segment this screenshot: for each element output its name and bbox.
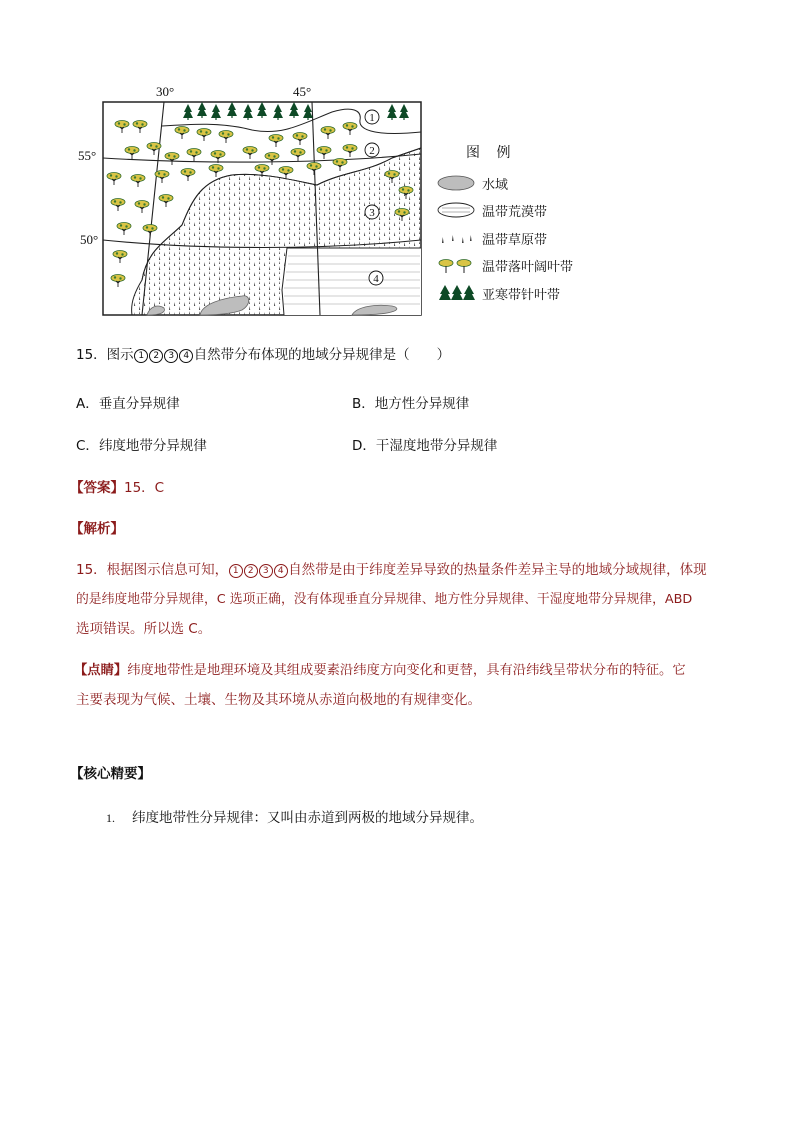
analysis-line-3: 选项错误。所以选 C。 bbox=[76, 621, 212, 637]
conifer-tree-symbol-icon bbox=[436, 283, 478, 303]
map-legend bbox=[436, 142, 636, 312]
lon-label-45: 45° bbox=[293, 84, 312, 99]
legend-item-desert: 温带荒漠带 bbox=[436, 200, 547, 220]
legend-item-conifer: 亚寒带针叶带 bbox=[436, 283, 560, 303]
analysis-line-1: 15．根据图示信息可知， 1 2 3 4 自然带是由于纬度差异导致的热量条件差异主导的地域分域规律，体现 bbox=[76, 562, 707, 578]
option-d[interactable]: D．干湿度地带分异规律 bbox=[352, 438, 498, 454]
answer-line: 【答案】15．C bbox=[70, 480, 165, 496]
water-symbol-icon bbox=[436, 173, 478, 193]
natural-zone-map bbox=[102, 80, 432, 316]
lat-label-55: 55° bbox=[78, 148, 97, 163]
option-b[interactable]: B．地方性分异规律 bbox=[352, 396, 470, 412]
lat-label-50: 50° bbox=[80, 232, 99, 247]
legend-item-grassland: 温带草原带 bbox=[436, 228, 547, 248]
broadleaf-tree-symbol-icon bbox=[436, 255, 478, 275]
question-stem: 15．图示 1 2 3 4 自然带分布体现的地域分异规律是（ ） bbox=[76, 347, 451, 363]
core-heading: 【核心精要】 bbox=[70, 766, 151, 782]
lon-label-30: 30° bbox=[156, 84, 175, 99]
option-c[interactable]: C．纬度地带分异规律 bbox=[76, 438, 207, 454]
core-item-text: 纬度地带性分异规律：又叫由赤道到两极的地域分异规律。 bbox=[132, 810, 483, 826]
grass-symbol-icon bbox=[436, 228, 478, 248]
legend-title: 图 例 bbox=[466, 145, 517, 161]
desert-symbol-icon bbox=[436, 200, 478, 220]
analysis-line-2: 的是纬度地带分异规律，C 选项正确，没有体现垂直分异规律、地方性分异规律、干湿度地带分异规律，ABD bbox=[76, 592, 693, 607]
core-item-number: 1. bbox=[106, 811, 115, 825]
desert-zone bbox=[282, 248, 421, 315]
tip-line-1: 【点睛】纬度地带性是地理环境及其组成要素沿纬度方向变化和更替，具有沿纬线呈带状分布的特征。它 bbox=[74, 663, 686, 678]
legend-item-water: 水域 bbox=[436, 173, 508, 193]
svg-text:4: 4 bbox=[373, 273, 379, 285]
option-a[interactable]: A．垂直分异规律 bbox=[76, 396, 180, 412]
svg-text:3: 3 bbox=[369, 207, 375, 219]
svg-text:1: 1 bbox=[369, 112, 375, 124]
svg-text:2: 2 bbox=[369, 145, 375, 157]
tip-line-2: 主要表现为气候、土壤、生物及其环境从赤道向极地的有规律变化。 bbox=[76, 692, 481, 708]
analysis-heading: 【解析】 bbox=[70, 521, 124, 537]
legend-item-broadleaf: 温带落叶阔叶带 bbox=[436, 255, 573, 275]
